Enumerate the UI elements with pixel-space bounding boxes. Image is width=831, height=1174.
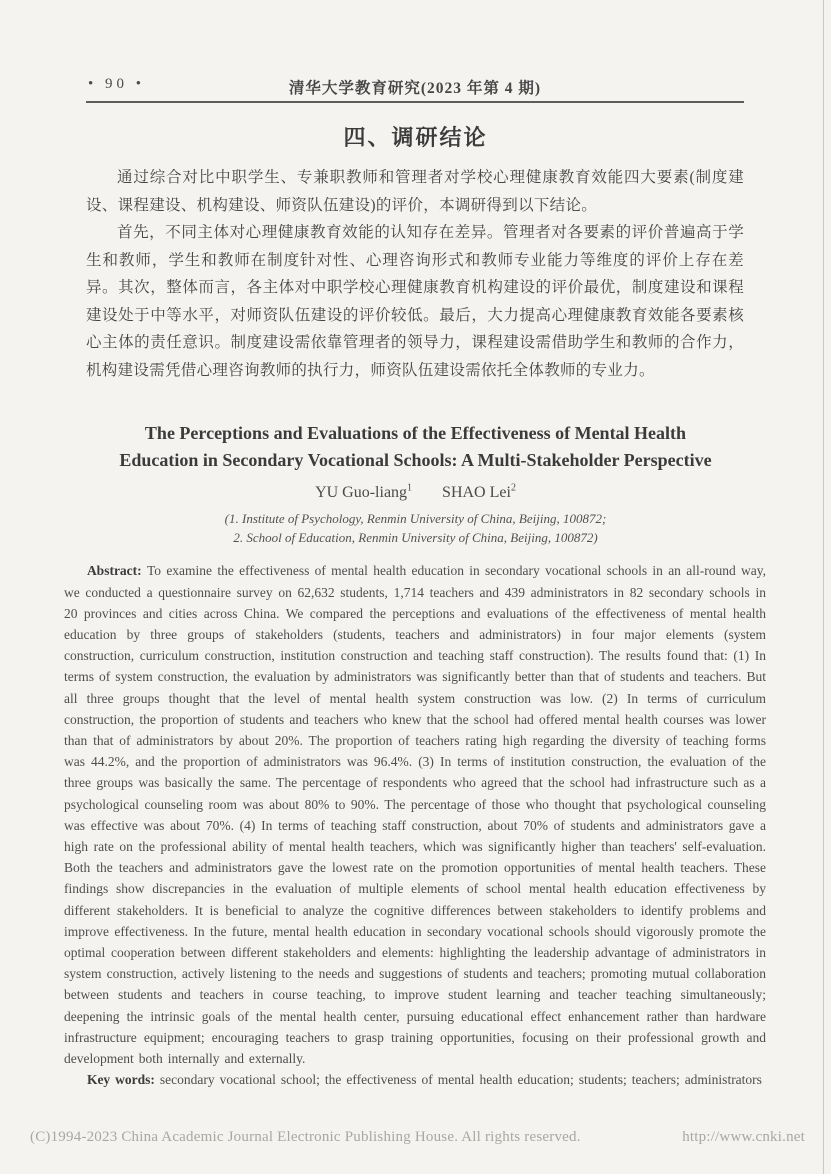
keywords-label: Key words:	[86, 1072, 160, 1088]
abstract-label: Abstract:	[86, 563, 147, 579]
header-rule	[86, 101, 744, 103]
author-2-name: SHAO Lei	[442, 484, 511, 502]
abstract-text: To examine the effectiveness of mental health education in secondary vocational schools in an all-round way, we conducted a questionnaire survey on 62,632 students, 1,714 teachers and 439 administrators in 82 secondary schools in 20 provinces and cities across China. We compared the perceptions and evaluations of the effectiveness of mental health education by three groups of stakeholders (students, teachers and administrators) in four major elements (system construction, curriculum construction, institution construction and teaching staff construction). The results found that: (1) In terms of system construction, the evaluation by administrators was significantly better than that of students and teachers. But all three groups thought that the level of mental health system construction was low. (2) In terms of curriculum construction, the proportion of students and teachers who knew that the school had offered mental health courses was lower than that of administrators by about 20%. The proportion of teachers rating high regarding the diversity of teaching forms was 44.2%, and the proportion of administrators was 96.4%. (3) In terms of institution construction, the evaluation of the three groups was basically the same. The percentage of respondents who agreed that the school had infrastructure such as a psychological counseling room was about 80% to 90%. The percentage of those who thought that psychological counseling was effective was about 70%. (4) In terms of teaching staff construction, about 70% of students and administrators gave a high rate on the professional ability of mental health teachers, which was significantly higher than teachers' self-evaluation. Both the teachers and administrators gave the lowest rate on the promotion opportunities of mental health teachers. These findings show discrepancies in the evaluation of multiple elements of school mental health education effectiveness by different stakeholders. It is beneficial to analyze the cognitive differences between stakeholders to identify problems and improve effectiveness. In the future, mental health education in secondary vocational schools should vigorously promote the optimal cooperation between different stakeholders and elements: highlighting the leadership advantage of administrators in system construction, actively listening to the needs and suggestions of students and teachers; promoting mutual collaboration between students and teachers in course teaching, to improve student learning and teacher teaching simultaneously; deepening the intrinsic goals of the mental health center, pursuing educational effect enhancement rather than hardware infrastructure equipment; encouraging teachers to grasp training opportunities, focusing on their professional growth and development both internally and externally.	[64, 563, 767, 1066]
author-1	[315, 484, 412, 501]
author-1-name: YU Guo-liang	[315, 484, 408, 502]
conclusion-paragraph-1: 通过综合对比中职学生、专兼职教师和管理者对学校心理健康教育效能四大要素(制度建设、课程建设、机构建设、师资队伍建设)的评价，本调研得到以下结论。	[86, 169, 744, 214]
author-2-superscript: 2	[510, 483, 516, 494]
author-2	[442, 484, 516, 501]
author-1-superscript: 1	[407, 483, 413, 494]
footer-url: http://www.cnki.net	[682, 1129, 805, 1145]
affiliation-line-1: (1. Institute of Psychology, Renmin University of China, Beijing, 100872;	[224, 511, 607, 527]
affiliation-line-2: 2. School of Education, Renmin University of China, Beijing, 100872)	[233, 530, 598, 546]
abstract-paragraph	[64, 560, 766, 1069]
page-footer	[30, 1129, 805, 1146]
keywords-text: secondary vocational school; the effectiveness of mental health education; students; teachers; administrators	[159, 1072, 762, 1088]
page-number: • 90 •	[88, 76, 146, 92]
copyright-text: (C)1994-2023 China Academic Journal Electronic Publishing House. All rights reserved.	[30, 1129, 581, 1145]
running-head	[86, 76, 744, 97]
article-authors	[0, 483, 831, 502]
scan-edge-line	[823, 0, 824, 1174]
conclusion-paragraph-2: 首先，不同主体对心理健康教育效能的认知存在差异。管理者对各要素的评价普遍高于学生和教师，学生和教师在制度针对性、心理咨询形式和教师专业能力等维度的评价上存在差异。其次，整体而言，各主体对中职学校心理健康教育机构建设的评价最优，制度建设和课程建设处于中等水平，对师资队伍建设的评价较低。最后，大力提高心理健康教育效能各要素核心主体的责任意识。制度建设需依靠管理者的领导力，课程建设需借助学生和教师的合作力，机构建设需凭借心理咨询教师的执行力，师资队伍建设需依托全体教师的专业力。	[86, 224, 744, 379]
section-title: 四、调研结论	[343, 125, 488, 150]
journal-title: 清华大学教育研究(2023 年第 4 期)	[288, 80, 542, 97]
affiliations	[0, 509, 831, 547]
keywords-paragraph	[64, 1069, 766, 1090]
article-title: The Perceptions and Evaluations of the Effectiveness of Mental Health Education in Secondary Vocational Schools: A Multi-Stakeholder Perspective	[119, 423, 712, 470]
